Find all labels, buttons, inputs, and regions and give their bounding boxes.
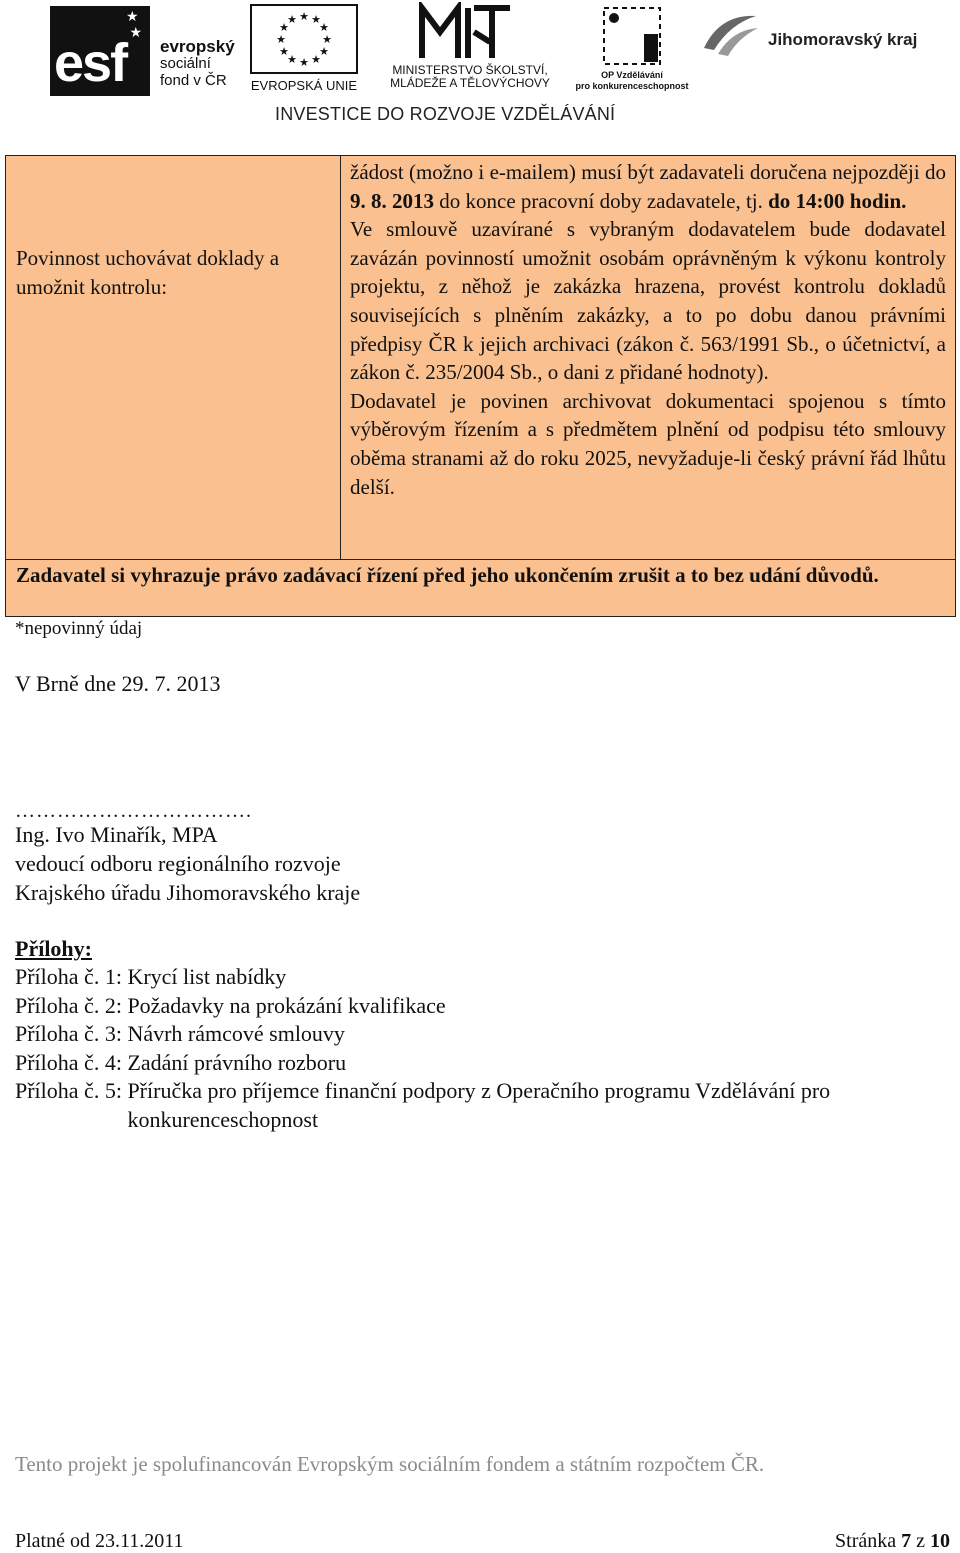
eu-caption: EVROPSKÁ UNIE [250,78,358,93]
list-item [15,963,950,992]
esf-logo-text [160,38,235,89]
signature-block [15,820,360,907]
region-logo [700,8,930,68]
table-label-cell: Povinnost uchovávat doklady a umožnit kontrolu: [16,246,280,299]
svg-text:★: ★ [319,21,329,34]
svg-text:★: ★ [287,53,297,66]
list-item [15,1077,950,1134]
svg-text:★: ★ [299,10,309,23]
attachments-list [15,963,950,1134]
table-column-divider [340,156,341,559]
slogan: INVESTICE DO ROZVOJE VZDĚLÁVÁNÍ [275,104,616,124]
svg-text:★: ★ [311,53,321,66]
archive-paragraph: Dodavatel je povinen archivovat dokumentaci spojenou s tímto výběrovým řízením a s předmětem plnění od podpisu této smlouvy oběma stranami až do roku 2025, nevyžaduje-li český právní řád lhůtu delší. [350,388,946,499]
region-mark-icon [700,8,760,60]
svg-text:★: ★ [322,33,332,46]
op-logo [570,4,694,96]
table-row-divider [6,559,955,560]
signer-name: Ing. Ivo Minařík, MPA [15,822,218,847]
op-line-1: OP Vzdělávání [601,70,663,80]
control-paragraph: Ve smlouvě uzavírané s vybraným dodavatelem bude dodavatel zavázán povinností umožnit osobám oprávněným k výkonu kontroly projektu, z něhož je zakázka hrazena, provést kontrolu dokladů souvisejících s plněním zakázky, a to po dobu danou právními předpisy ČR k jejich archivaci (zákon č. 563/1991 Sb., o účetnictví, a zákon č. 235/2004 Sb., o dani z přidané hodnoty). [350,217,946,385]
svg-text:★: ★ [279,21,289,34]
page-current: 7 [901,1530,912,1552]
svg-text:★: ★ [287,13,297,26]
eu-flag-icon [250,4,358,74]
list-item [15,992,950,1021]
esf-stars-icon: ★ ★ [126,10,143,41]
page-separator: z [916,1530,925,1552]
esf-logo [50,6,235,96]
attachment-name: Příručka pro příjemce finanční podpory z Operačního programu Vzdělávání pro konkurenceschopnost [127,1078,831,1132]
attachment-prefix: Příloha č. 2: [15,992,128,1018]
attachment-prefix: Příloha č. 1: [15,964,128,989]
svg-text:★: ★ [311,13,321,26]
svg-text:★: ★ [276,33,286,46]
esf-line-2: sociální [160,55,211,72]
op-text [570,70,694,92]
svg-text:★: ★ [319,45,329,58]
msmt-line-1: MINISTERSTVO ŠKOLSTVÍ, [392,63,548,77]
header-logos [0,0,960,135]
msmt-logo [370,2,570,94]
esf-line-1: evropský [160,37,235,56]
attachment-name: Zadání právního rozboru [127,1049,347,1075]
svg-text:★: ★ [279,45,289,58]
page-total: 10 [930,1530,950,1552]
place-date: V Brně dne 29. 7. 2013 [15,671,221,696]
svg-text:★: ★ [299,56,309,69]
msmt-line-2: MLÁDEŽE A TĚLOVÝCHOVY [390,76,550,90]
op-line-2: pro konkurenceschopnost [575,81,689,91]
table-text-cell [350,158,946,501]
msmt-mark-icon [418,2,514,60]
page-label: Stránka [835,1530,897,1552]
signer-office: Krajského úřadu Jihomoravského kraje [15,880,361,905]
attachment-name: Požadavky na prokázání kvalifikace [127,992,446,1018]
conditions-table [5,155,956,617]
deadline-time: do 14:00 hodin. [768,188,907,213]
eu-logo [248,4,360,94]
signer-role: vedoucí odboru regionálního rozvoje [15,851,341,876]
footnote: *nepovinný údaj [15,618,143,639]
esf-logo-mark [50,6,150,96]
attachments-title: Přílohy: [15,936,92,961]
attachment-name: Návrh rámcové smlouvy [127,1021,345,1046]
attachment-prefix: Příloha č. 4: [15,1049,128,1075]
funding-note: Tento projekt je spolufinancován Evropským sociálním fondem a státním rozpočtem ČR. [15,1452,765,1476]
page-number [835,1530,950,1553]
msmt-text [370,64,570,90]
cancellation-notice: Zadavatel si vyhrazuje právo zadávací řízení před jeho ukončením zrušit a to bez udání důvodů. [16,563,879,587]
attachment-name: Krycí list nabídky [127,964,287,989]
list-item [15,1020,950,1049]
continuation-paragraph [350,158,946,215]
esf-logo-word: esf [54,33,127,93]
continuation-text: žádost (možno i e-mailem) musí být zadavateli doručena nejpozději do [350,160,946,184]
attachment-prefix: Příloha č. 3: [15,1021,128,1046]
region-name: Jihomoravský kraj [768,30,918,49]
deadline-date: 9. 8. 2013 [350,188,434,213]
valid-from: Platné od 23.11.2011 [15,1530,184,1552]
op-mark-icon [600,4,664,68]
list-item [15,1049,950,1078]
attachment-prefix: Příloha č. 5: [15,1078,128,1103]
continuation-mid: do konce pracovní doby zadavatele, tj. [439,188,763,213]
signature-line: ……………………………. [15,800,252,822]
esf-line-3: fond v ČR [160,72,227,89]
